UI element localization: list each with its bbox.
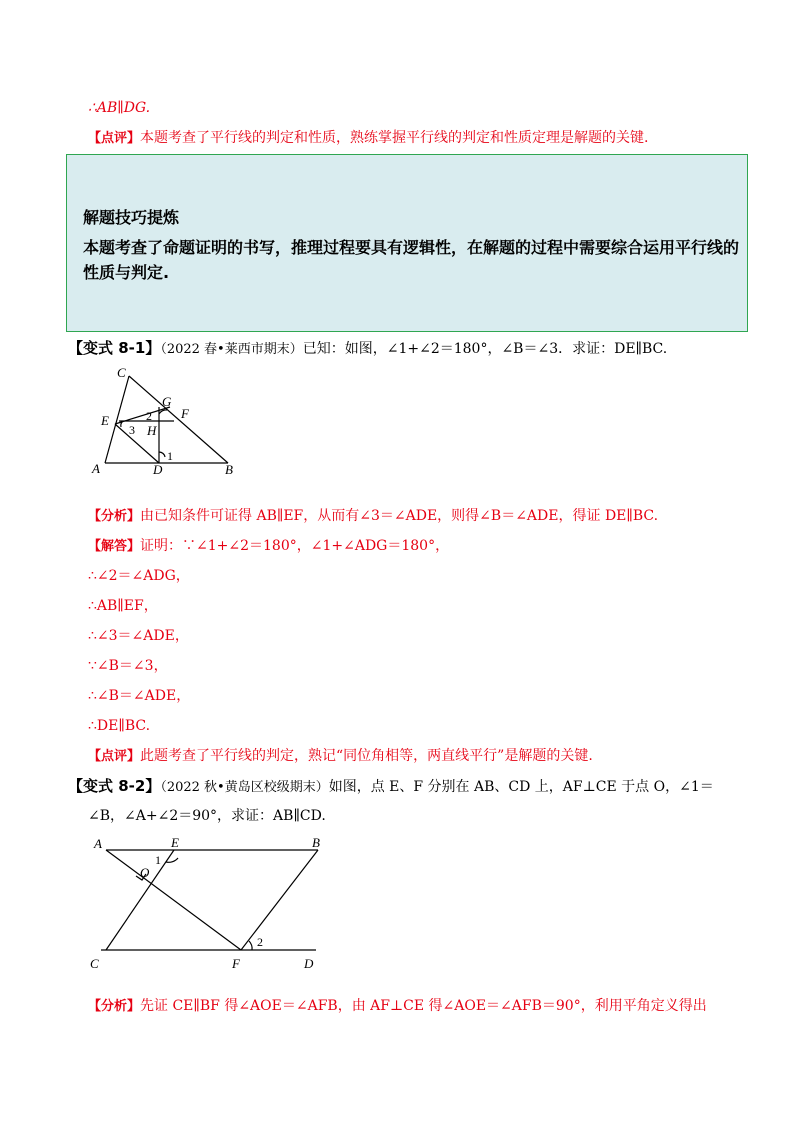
variant-statement-1: 如图，点 E、F 分别在 AB、CD 上，AF⊥CE 于点 O，∠1＝ bbox=[328, 779, 714, 795]
label-E: E bbox=[101, 413, 109, 428]
proof-step: ∴∠2＝∠ADG， bbox=[88, 568, 190, 584]
answer-line bbox=[88, 536, 449, 557]
comment-tag: 【点评】 bbox=[88, 749, 141, 764]
variant-statement: 已知：如图，∠1+∠2＝180°，∠B＝∠3．求证：DE∥BC. bbox=[302, 341, 668, 357]
variant-label: 【变式 8-1】 bbox=[68, 339, 161, 357]
label-A: A bbox=[94, 836, 102, 851]
tips-title: 解题技巧提炼 bbox=[83, 208, 180, 227]
comment-text: 本题考查了平行线的判定和性质，熟练掌握平行线的判定和性质定理是解题的关键. bbox=[140, 130, 649, 146]
label-G: G bbox=[162, 394, 172, 409]
angle-1-label: 1 bbox=[155, 853, 161, 867]
analysis-text: 先证 CE∥BF 得∠AOE＝∠AFB，由 AF⊥CE 得∠AOE＝∠AFB＝90°，利用平角定义得出 bbox=[140, 998, 707, 1014]
label-F: F bbox=[232, 956, 240, 971]
label-B: B bbox=[225, 462, 233, 477]
proof-step: ∴AB∥EF， bbox=[88, 598, 158, 614]
proof-step: ∴∠B＝∠ADE， bbox=[88, 688, 191, 704]
proof-step: ∴∠3＝∠ADE， bbox=[88, 628, 189, 644]
angle-2-label: 2 bbox=[146, 409, 152, 423]
variant-8-1-heading bbox=[68, 338, 667, 360]
conclusion-line: ∴AB∥DG. bbox=[88, 100, 151, 116]
angle-3-label: 3 bbox=[129, 423, 135, 437]
label-D: D bbox=[304, 956, 314, 971]
label-C: C bbox=[117, 365, 126, 380]
label-B: B bbox=[312, 835, 320, 850]
analysis-tag: 【分析】 bbox=[88, 999, 141, 1014]
angle-1-label: 1 bbox=[167, 449, 173, 463]
label-H: H bbox=[147, 423, 157, 438]
figure-8-1 bbox=[86, 360, 246, 480]
figure-8-2 bbox=[86, 830, 336, 975]
variant-source: （2022 春•莱西市期末） bbox=[160, 342, 303, 357]
analysis-line bbox=[88, 506, 658, 527]
comment-tag: 【点评】 bbox=[88, 131, 141, 146]
tips-box bbox=[66, 154, 748, 332]
tips-body: 本题考查了命题证明的书写，推理过程要具有逻辑性，在解题的过程中需要综合运用平行线的性质与判定. bbox=[83, 238, 740, 282]
answer-tag: 【解答】 bbox=[88, 539, 141, 554]
analysis-text: 由已知条件可证得 AB∥EF，从而有∠3＝∠ADE，则得∠B＝∠ADE，得证 DE∥BC. bbox=[140, 508, 659, 524]
proof-step: ∴DE∥BC. bbox=[88, 718, 151, 734]
answer-first: 证明：∵∠1+∠2＝180°，∠1+∠ADG＝180°， bbox=[140, 538, 450, 554]
comment-line-2 bbox=[88, 746, 593, 767]
analysis-tag: 【分析】 bbox=[88, 509, 141, 524]
proof-step: ∵∠B＝∠3， bbox=[88, 658, 168, 674]
analysis-line-2 bbox=[88, 996, 707, 1017]
variant-8-2-heading bbox=[68, 776, 714, 798]
label-C: C bbox=[90, 956, 99, 971]
comment-text: 此题考查了平行线的判定，熟记“同位角相等，两直线平行”是解题的关键. bbox=[140, 748, 593, 764]
angle-2-label: 2 bbox=[257, 935, 263, 949]
label-O: O bbox=[140, 865, 150, 880]
comment-line bbox=[88, 128, 648, 149]
variant-statement-2: ∠B，∠A+∠2＝90°，求证：AB∥CD. bbox=[88, 808, 326, 824]
label-D: D bbox=[153, 462, 163, 477]
label-E: E bbox=[171, 835, 179, 850]
label-F: F bbox=[181, 406, 189, 421]
variant-source: （2022 秋•黄岛区校级期末） bbox=[160, 780, 329, 795]
variant-label: 【变式 8-2】 bbox=[68, 777, 161, 795]
label-A: A bbox=[92, 461, 100, 476]
